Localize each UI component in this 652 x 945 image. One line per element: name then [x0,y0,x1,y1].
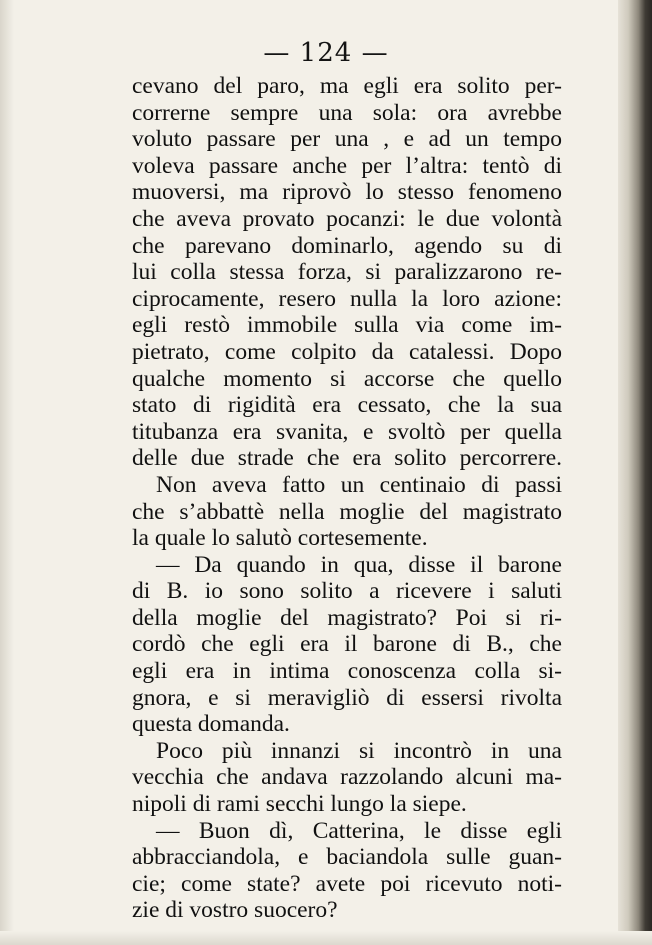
text-line: di B. io sono solito a ricevere i saluti [132,578,562,605]
page-bottom-edge [0,931,652,945]
text-line: voleva passare anche per l’altra: tentò di [132,152,562,179]
text-line: Poco più innanzi si incontrò in una [156,737,562,764]
text-line: che s’abbattè nella moglie del magistrato [132,498,562,525]
text-line: delle due strade che era solito percorrere. [132,445,562,472]
text-line: cevano del paro, ma egli era solito per- [132,73,562,99]
text-line: pietrato, come colpito da catalessi. Dopo [132,338,562,365]
text-line: zie di vostro suocero? [132,897,338,924]
page-number: — 124 — [263,38,389,68]
text-line: titubanza era svanita, e svoltò per quella [132,418,562,445]
text-line: che parevano dominarlo, agendo su di [132,232,562,259]
text-line: voluto passare per una , e ad un tempo [132,126,562,153]
text-line: qualche momento si accorse che quello [132,365,562,392]
text-line: — Buon dì, Catterina, le disse egli [156,817,562,844]
text-line: questa domanda. [132,711,290,738]
page-left-edge [0,0,14,945]
text-line: abbracciandola, e baciandola sulle guan- [132,844,562,871]
text-line: Non aveva fatto un centinaio di passi [156,471,562,498]
text-line: ciprocamente, resero nulla la loro azione: [132,285,562,312]
text-line: cie; come state? avete poi ricevuto noti- [132,870,562,897]
text-line: — Da quando in qua, disse il barone [156,551,562,578]
text-line: correrne sempre una sola: ora avrebbe [132,99,562,126]
text-line: egli era in intima conoscenza colla si- [132,658,562,685]
text-line: muoversi, ma riprovò lo stesso fenomeno [132,179,562,206]
text-line: cordò che egli era il barone di B., che [132,631,562,658]
text-line: la quale lo salutò cortesemente. [132,525,428,552]
text-line: egli restò immobile sulla via come im- [132,312,562,339]
body-text [132,73,562,924]
text-line: della moglie del magistrato? Poi si ri- [132,604,562,631]
text-line: vecchia che andava razzolando alcuni ma- [132,764,562,791]
text-line: che aveva provato pocanzi: le due volontà [132,205,562,232]
text-line: gnora, e si meravigliò di essersi rivolta [132,684,562,711]
page-gutter-shadow [618,0,652,945]
text-line: stato di rigidità era cessato, che la sua [132,392,562,419]
text-line: nipoli di rami secchi lungo la siepe. [132,791,467,818]
text-line: lui colla stessa forza, si paralizzarono re- [132,259,562,286]
